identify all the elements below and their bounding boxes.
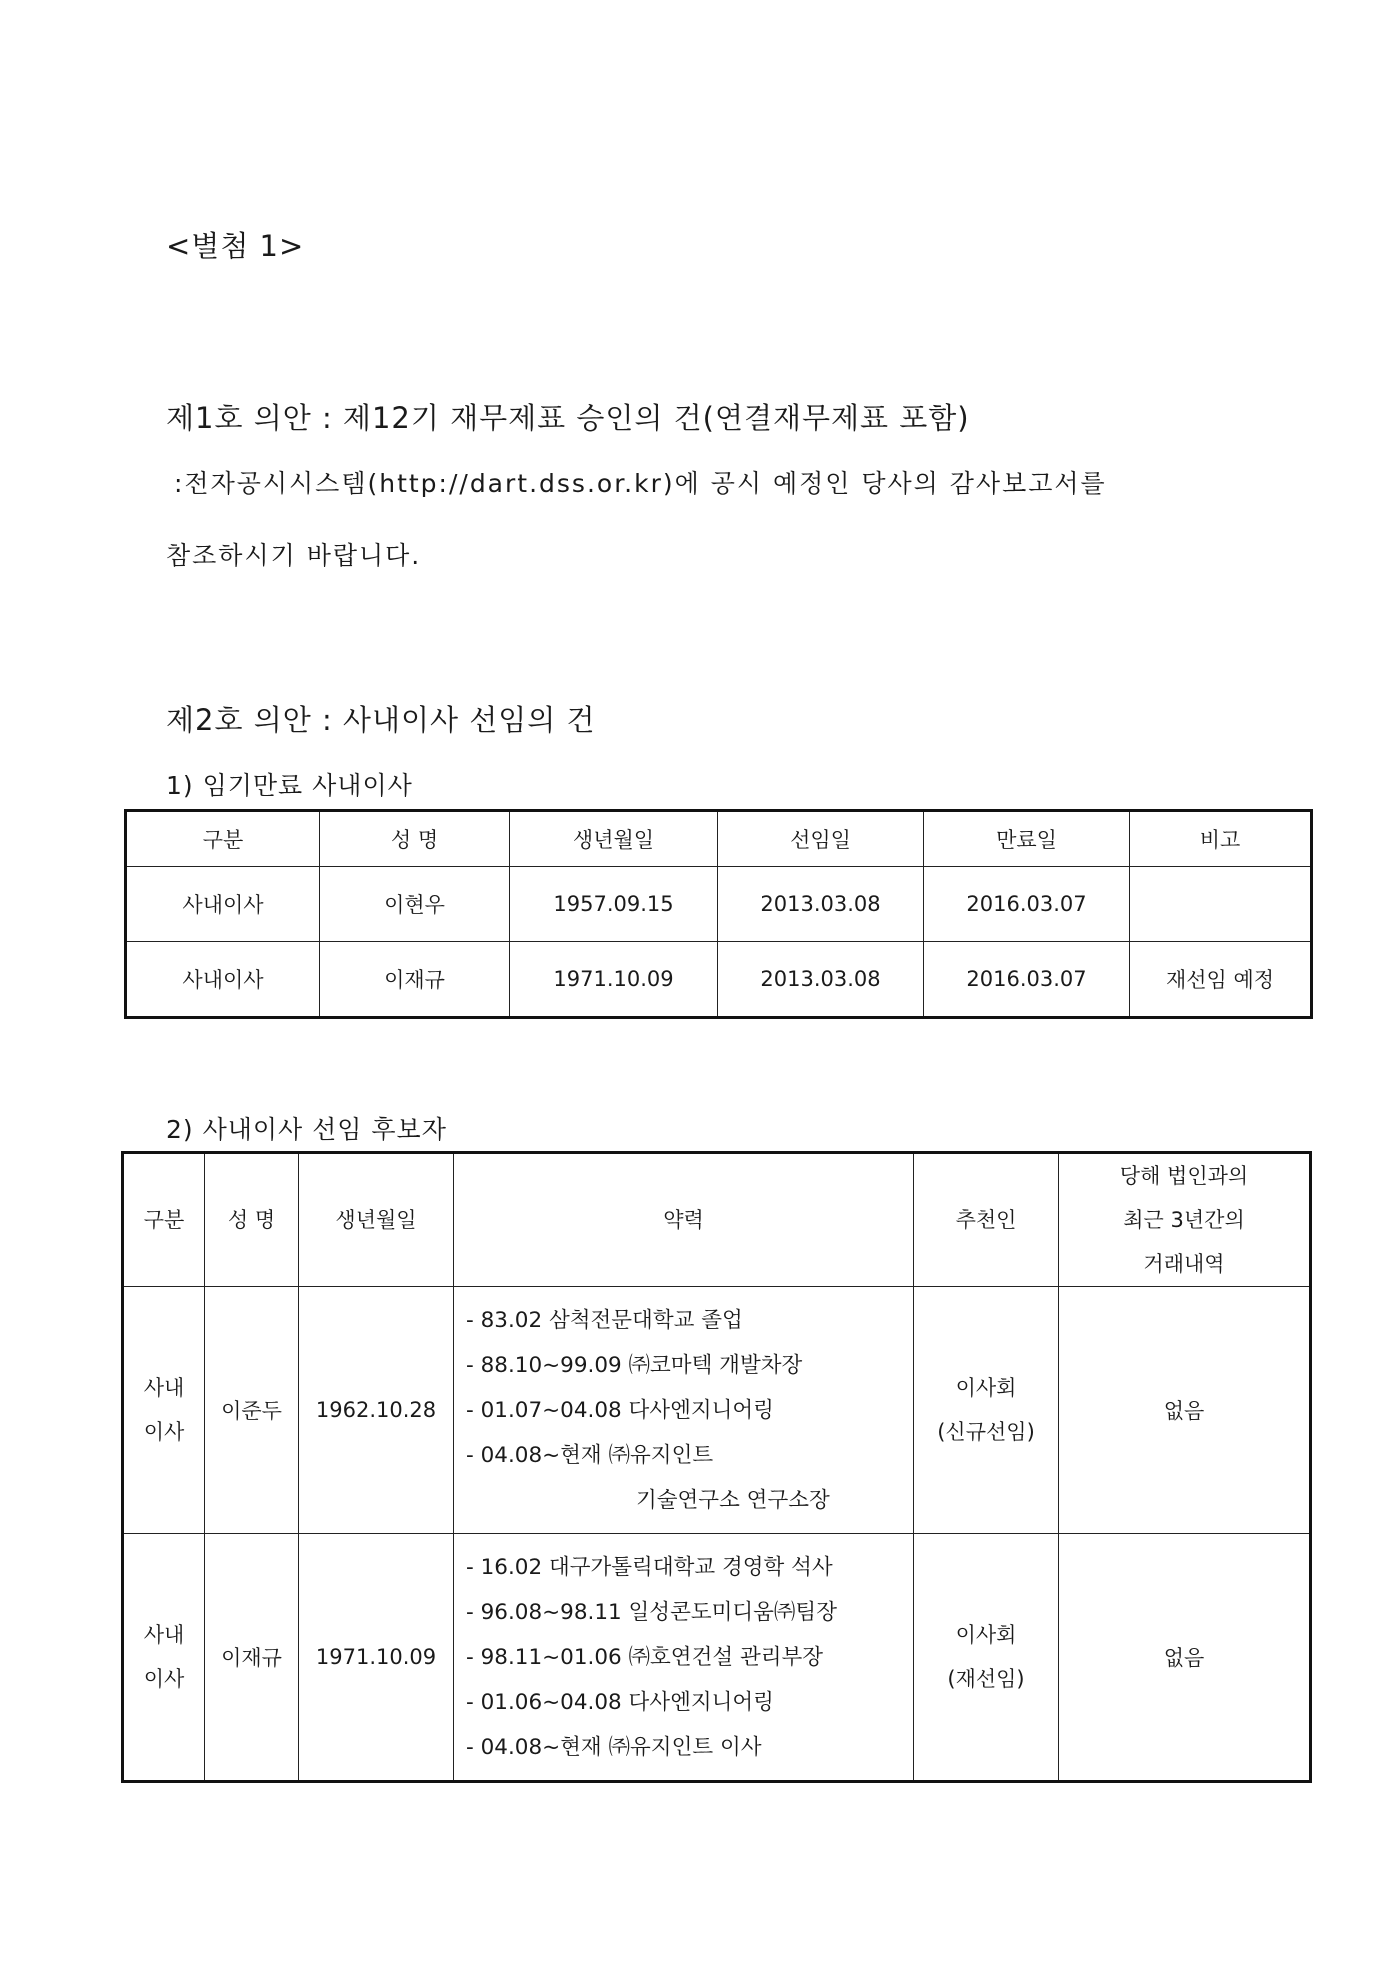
table1-cell: 1957.09.15	[510, 867, 718, 942]
table1-cell: 2013.03.08	[718, 942, 924, 1018]
table1-header-row	[126, 811, 1312, 867]
career-line: - 96.08~98.11 일성콘도미디움㈜팀장	[466, 1599, 837, 1625]
table1-cell	[1130, 867, 1312, 942]
career-line: - 16.02 대구가톨릭대학교 경영학 석사	[466, 1554, 833, 1580]
career-line: - 88.10~99.09 ㈜코마텍 개발차장	[466, 1352, 803, 1378]
table1-cell: 2013.03.08	[718, 867, 924, 942]
table1-header-cell: 비고	[1130, 811, 1312, 867]
table2-header-name: 성 명	[205, 1153, 299, 1287]
table1-header-cell: 성 명	[320, 811, 510, 867]
table1-cell: 2016.03.07	[924, 867, 1130, 942]
table1-title: 1) 임기만료 사내이사	[166, 771, 413, 800]
career-line: - 04.08~현재 ㈜유지인트	[466, 1442, 714, 1468]
table2-header-recommender: 추천인	[914, 1153, 1059, 1287]
candidate-birth: 1962.10.28	[299, 1287, 454, 1534]
candidate-name: 이재규	[205, 1534, 299, 1782]
table-row	[123, 1534, 1311, 1782]
agenda1-line1: :전자공시시스템(http://dart.dss.or.kr)에 공시 예정인 당사의 감사보고서를	[174, 469, 1107, 498]
candidate-recommender	[914, 1534, 1059, 1782]
career-line-continuation: 기술연구소 연구소장	[636, 1487, 830, 1513]
recommender-line: (재선임)	[947, 1667, 1025, 1691]
agenda1-title: 제1호 의안 : 제12기 재무제표 승인의 건(연결재무제표 포함)	[166, 401, 970, 435]
table2-header-transactions	[1059, 1153, 1311, 1287]
recommender-line: 이사회	[955, 1623, 1017, 1647]
attachment-label: <별첨 1>	[166, 229, 305, 263]
candidate-transactions: 없음	[1059, 1287, 1311, 1534]
career-line: - 04.08~현재 ㈜유지인트 이사	[466, 1734, 762, 1760]
table1-cell: 이현우	[320, 867, 510, 942]
table1-cell: 사내이사	[126, 942, 320, 1018]
table-row	[126, 867, 1312, 942]
type-line: 사내	[143, 1376, 185, 1400]
header-line: 당해 법인과의	[1119, 1164, 1249, 1188]
table1-header-cell: 생년월일	[510, 811, 718, 867]
candidate-career	[454, 1534, 914, 1782]
agenda1-line2: 참조하시기 바랍니다.	[166, 541, 422, 570]
header-line: 거래내역	[1143, 1252, 1225, 1276]
agenda2-title: 제2호 의안 : 사내이사 선임의 건	[166, 703, 596, 737]
career-line: - 01.06~04.08 다사엔지니어링	[466, 1689, 774, 1715]
candidate-type	[123, 1287, 205, 1534]
recommender-line: 이사회	[955, 1376, 1017, 1400]
career-line: - 83.02 삼척전문대학교 졸업	[466, 1307, 743, 1333]
candidate-birth: 1971.10.09	[299, 1534, 454, 1782]
table1-cell: 재선임 예정	[1130, 942, 1312, 1018]
recommender-line: (신규선임)	[937, 1420, 1035, 1444]
table-row	[123, 1287, 1311, 1534]
table2-header-career: 약력	[454, 1153, 914, 1287]
table1-header-cell: 만료일	[924, 811, 1130, 867]
candidate-type	[123, 1534, 205, 1782]
table1-cell: 1971.10.09	[510, 942, 718, 1018]
director-candidates-table	[121, 1151, 1312, 1783]
career-line: - 01.07~04.08 다사엔지니어링	[466, 1397, 774, 1423]
type-line: 이사	[143, 1667, 185, 1691]
table2-header-birth: 생년월일	[299, 1153, 454, 1287]
table1-header-cell: 구분	[126, 811, 320, 867]
table2-title: 2) 사내이사 선임 후보자	[166, 1115, 447, 1144]
candidate-recommender	[914, 1287, 1059, 1534]
table1-cell: 2016.03.07	[924, 942, 1130, 1018]
candidate-career	[454, 1287, 914, 1534]
type-line: 이사	[143, 1420, 185, 1444]
candidate-transactions: 없음	[1059, 1534, 1311, 1782]
expiring-directors-table	[124, 809, 1313, 1019]
career-line: - 98.11~01.06 ㈜호연건설 관리부장	[466, 1644, 824, 1670]
table-row	[126, 942, 1312, 1018]
table1-header-cell: 선임일	[718, 811, 924, 867]
table1-cell: 이재규	[320, 942, 510, 1018]
type-line: 사내	[143, 1623, 185, 1647]
header-line: 최근 3년간의	[1123, 1208, 1245, 1232]
table2-header-type: 구분	[123, 1153, 205, 1287]
candidate-name: 이준두	[205, 1287, 299, 1534]
table1-cell: 사내이사	[126, 867, 320, 942]
table2-header-row	[123, 1153, 1311, 1287]
